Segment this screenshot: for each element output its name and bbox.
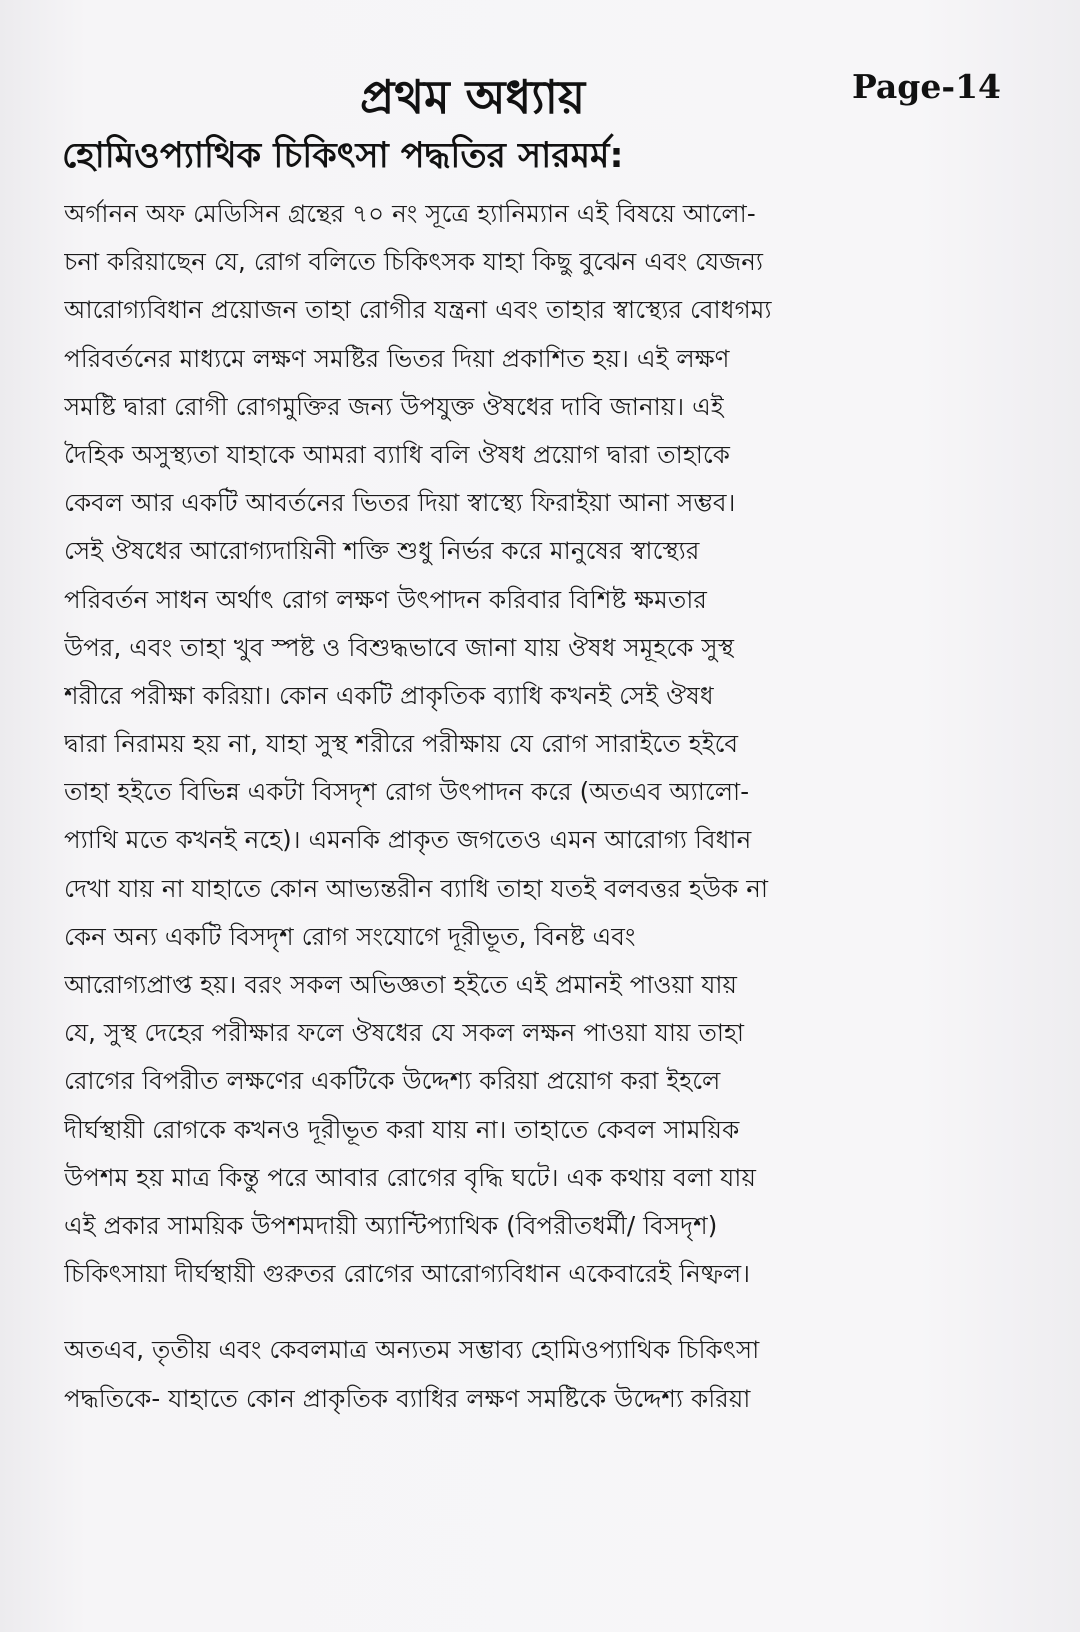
text-line: দ্বারা নিরাময় হয় না, যাহা সুস্থ শরীরে পরীক্ষায় যে রোগ সারাইতে হইবে bbox=[64, 729, 739, 759]
text-line: তাহা হইতে বিভিন্ন একটা বিসদৃশ রোগ উৎপাদন করে (অতএব অ্যালো- bbox=[64, 777, 750, 807]
text-line: কেবল আর একটি আবর্তনের ভিতর দিয়া স্বাস্থ্যে ফিরাইয়া আনা সম্ভব। bbox=[64, 488, 736, 518]
chapter-title: প্রথম অধ্যায় bbox=[360, 70, 586, 124]
text-line: এই প্রকার সাময়িক উপশমদায়ী অ্যান্টিপ্যাথিক (বিপরীতধর্মী/ বিসদৃশ) bbox=[64, 1210, 718, 1240]
paragraph-gap bbox=[64, 1298, 1020, 1326]
text-line: আরোগ্যপ্রাপ্ত হয়। বরং সকল অভিজ্ঞতা হইতে এই প্রমানই পাওয়া যায় bbox=[64, 970, 738, 999]
text-line: যে, সুস্থ দেহের পরীক্ষার ফলে ঔষধের যে সকল লক্ষন পাওয়া যায় তাহা bbox=[64, 1018, 745, 1048]
page-number: Page-14 bbox=[852, 67, 1001, 106]
text-line: চিকিৎসায়া দীর্ঘস্থায়ী গুরুতর রোগের আরোগ্যবিধান একেবারেই নিষ্ফল। bbox=[64, 1259, 751, 1289]
text-line: আরোগ্যবিধান প্রয়োজন তাহা রোগীর যন্ত্রনা এবং তাহার স্বাস্থ্যের বোধগম্য bbox=[64, 295, 772, 325]
paragraph-1 bbox=[64, 190, 1020, 1298]
text-line: সমষ্টি দ্বারা রোগী রোগমুক্তির জন্য উপযুক্ত ঔষধের দাবি জানায়। এই bbox=[64, 391, 724, 421]
text-line: শরীরে পরীক্ষা করিয়া। কোন একটি প্রাকৃতিক ব্যাধি কখনই সেই ঔষধ bbox=[64, 680, 714, 710]
text-line: অর্গানন অফ মেডিসিন গ্রন্থের ৭০ নং সূত্রে হ্যানিম্যান এই বিষয়ে আলো- bbox=[64, 199, 756, 228]
text-line: দৈহিক অসুস্থ্যতা যাহাকে আমরা ব্যাধি বলি ঔষধ প্রয়োগ দ্বারা তাহাকে bbox=[64, 439, 730, 469]
text-line: অতএব, তৃতীয় এবং কেবলমাত্র অন্যতম সম্ভাব্য হোমিওপ্যাথিক চিকিৎসা bbox=[64, 1335, 760, 1365]
page-header bbox=[0, 55, 1080, 135]
text-line: উপর, এবং তাহা খুব স্পষ্ট ও বিশুদ্ধভাবে জানা যায় ঔষধ সমূহকে সুস্থ bbox=[64, 632, 735, 662]
text-line: সেই ঔষধের আরোগ্যদায়িনী শক্তি শুধু নির্ভর করে মানুষের স্বাস্থ্যের bbox=[64, 536, 700, 566]
text-line: প্যাথি মতে কখনই নহে)। এমনকি প্রাকৃত জগতেও এমন আরোগ্য বিধান bbox=[64, 825, 752, 855]
text-line: রোগের বিপরীত লক্ষণের একটিকে উদ্দেশ্য করিয়া প্রয়োগ করা ইহলে bbox=[64, 1066, 721, 1096]
section-heading: হোমিওপ্যাথিক চিকিৎসা পদ্ধতির সারমর্ম: bbox=[62, 136, 624, 176]
text-line: দীর্ঘস্থায়ী রোগকে কখনও দূরীভূত করা যায় না। তাহাতে কেবল সাময়িক bbox=[64, 1114, 740, 1144]
text-line: পদ্ধতিকে- যাহাতে কোন প্রাকৃতিক ব্যাধির লক্ষণ সমষ্টিকে উদ্দেশ্য করিয়া bbox=[64, 1383, 751, 1413]
text-line: চনা করিয়াছেন যে, রোগ বলিতে চিকিৎসক যাহা কিছু বুঝেন এবং যেজন্য bbox=[64, 247, 764, 277]
text-line: দেখা যায় না যাহাতে কোন আভ্যন্তরীন ব্যাধি তাহা যতই বলবত্তর হউক না bbox=[64, 873, 769, 903]
text-line: উপশম হয় মাত্র কিন্তু পরে আবার রোগের বৃদ্ধি ঘটে। এক কথায় বলা যায় bbox=[64, 1162, 757, 1192]
paragraph-2 bbox=[64, 1326, 1020, 1422]
text-line: পরিবর্তনের মাধ্যমে লক্ষণ সমষ্টির ভিতর দিয়া প্রকাশিত হয়। এই লক্ষণ bbox=[64, 343, 730, 373]
body-text bbox=[64, 190, 1020, 1423]
text-line: পরিবর্তন সাধন অর্থাৎ রোগ লক্ষণ উৎপাদন করিবার বিশিষ্ট ক্ষমতার bbox=[64, 584, 707, 614]
text-line: কেন অন্য একটি বিসদৃশ রোগ সংযোগে দূরীভূত, বিনষ্ট এবং bbox=[64, 921, 636, 951]
